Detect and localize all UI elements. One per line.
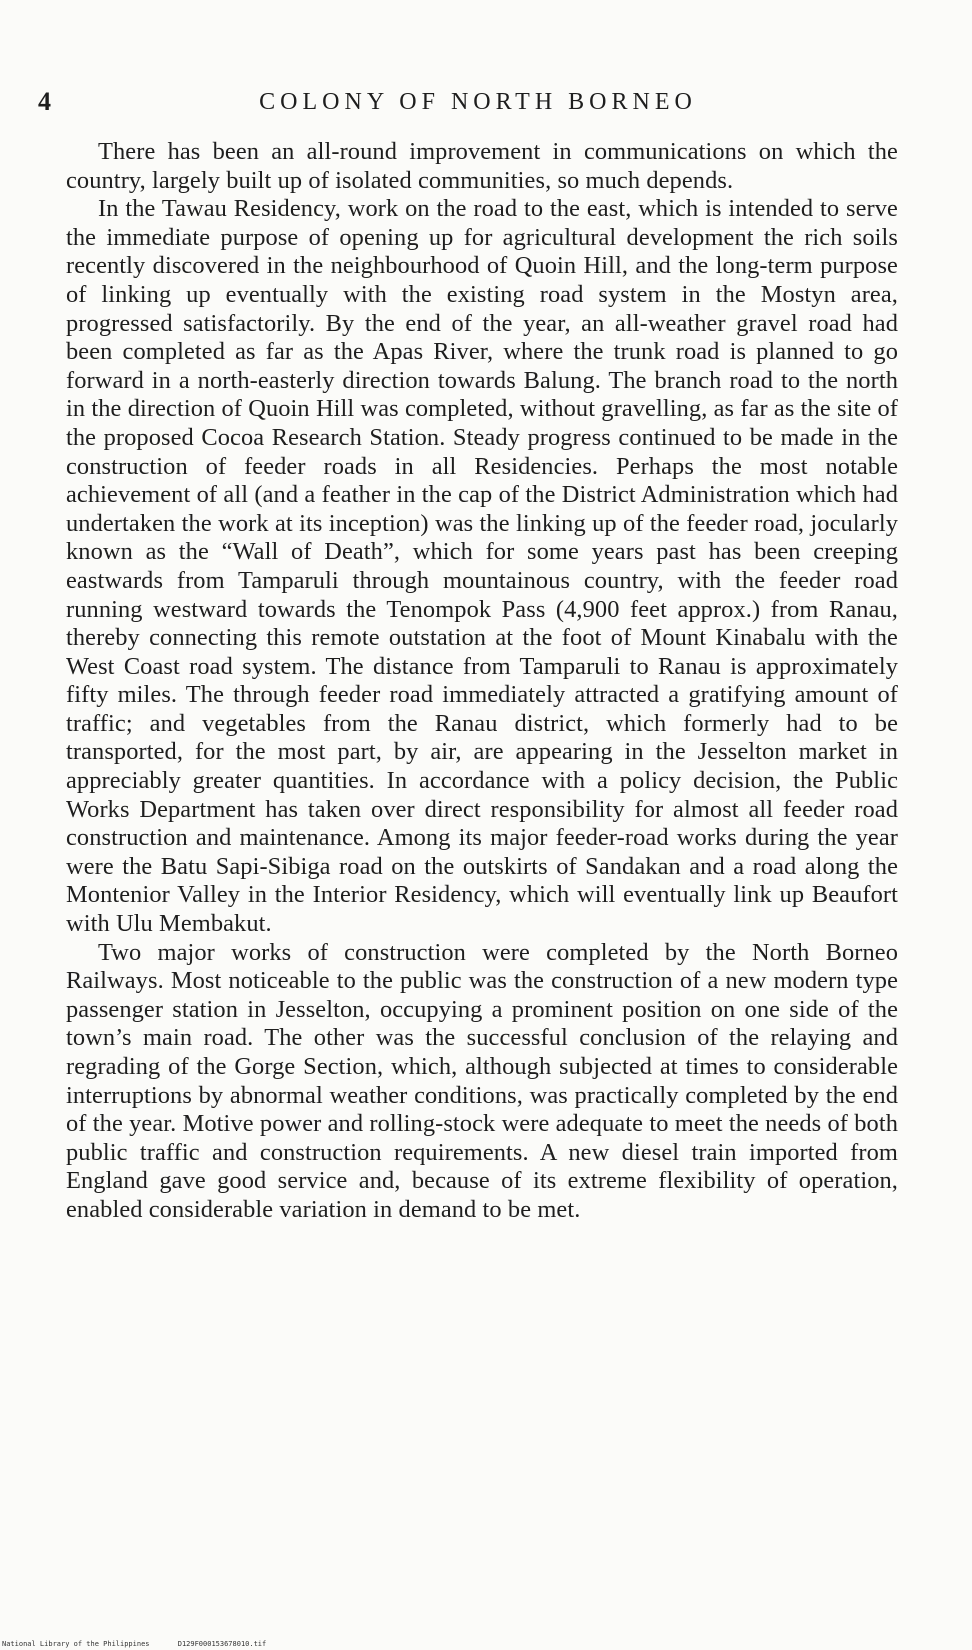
paragraph-roads: In the Tawau Residency, work on the road to the east, which is intended to serve the immediate purpose of opening up for agricultural development the rich soils recently discovered in the neighbourhood of Quoin Hill, and the long-term purpose of linking up eventually with the existing road system in the Mostyn area, progressed satisfactorily. By the end of the year, an all-weather gravel road had been completed as far as the Apas River, where the trunk road is planned to go forward in a north-easterly direction towards Balung. The branch road to the north in the direction of Quoin Hill was completed, without gravelling, as far as the site of the proposed Cocoa Research Station. Steady progress continued to be made in the construction of feeder roads in all Residencies. Perhaps the most notable achievement of all (and a feather in the cap of the District Administration which had undertaken the work at its inception) was the linking up of the feeder road, jocularly known as the “Wall of Death”, which for some years past has been creeping eastwards from Tamparuli through mountainous country, with the feeder road running westward towards the Tenompok Pass (4,900 feet approx.) from Ranau, thereby connecting this remote outstation at the foot of Mount Kinabalu with the West Coast road system. The distance from Tamparuli to Ranau is approximately fifty miles. The through feeder road immediately attracted a gratifying amount of traffic; and vegetables from the Ranau district, which formerly had to be transported, for the most part, by air, are appearing in the Jesselton market in appreciably greater quantities. In accordance with a policy decision, the Public Works Department has taken over direct responsibility for almost all feeder road construction and maintenance. Among its major feeder-road works during the year were the Batu Sapi-Sibiga road on the outskirts of Sandakan and a road along the Montenior Valley in the Interior Residency, which will eventually link up Beaufort with Ulu Membakut. (66, 195, 898, 938)
footer-file-id: D129F000153678010.tif (177, 1640, 267, 1648)
paragraph-railways: Two major works of construction were completed by the North Borneo Railways. Most noticeable to the public was the construction of a new modern type passenger station in Jesselton, occupying a prominent position on one side of the town’s main road. The other was the successful conclusion of the relaying and regrading of the Gorge Section, which, although subjected at times to considerable interruptions by abnormal weather conditions, was practically completed by the end of the year. Motive power and rolling-stock were adequate to meet the needs of both public traffic and construction requirements. A new diesel train imported from England gave good service and, because of its extreme flexibility of operation, enabled considerable variation in demand to be met. (66, 938, 898, 1223)
footer-library: National Library of the Philippines (2, 1640, 150, 1648)
scan-footer (2, 1640, 266, 1648)
body-text (66, 138, 898, 1225)
page-number: 4 (38, 87, 51, 116)
running-title: COLONY OF NORTH BORNEO (259, 89, 697, 115)
paragraph-communications: There has been an all-round improvement in communications on which the country, largely built up of isolated communities, so much depends. (66, 138, 898, 194)
page-header (38, 82, 918, 122)
